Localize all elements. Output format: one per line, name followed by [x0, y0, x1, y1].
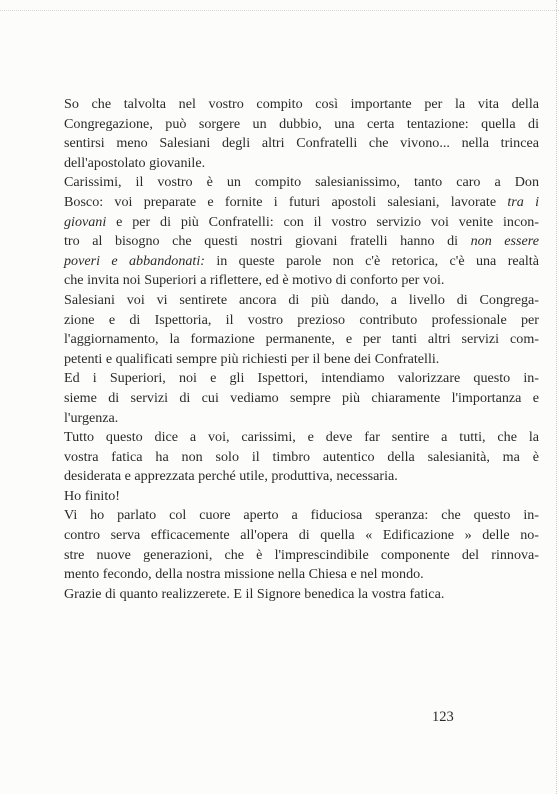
- text-line: Grazie di quanto realizzerete. E il Signore benedica la vostra fatica.: [64, 585, 445, 602]
- page-number: 123: [432, 709, 454, 725]
- paragraph: [64, 585, 539, 605]
- text-line: dell'apostolato giovanile.: [64, 154, 206, 171]
- paragraph: [64, 506, 539, 584]
- paragraph: [64, 428, 539, 487]
- paragraph: [64, 95, 539, 173]
- text-line: Ho finito!: [64, 487, 120, 504]
- text-line: poveri e abbandonati: in queste parole non c'è retorica, c'è una realtà: [64, 252, 539, 269]
- text-line: contro serva efficacemente all'opera di quella « Edificazione » delle no-: [64, 527, 539, 544]
- text-line: Tutto questo dice a voi, carissimi, e deve far sentire a tutti, che la: [64, 429, 539, 446]
- text-line: sieme di servizi di cui vediamo sempre più chiaramente l'importanza e: [64, 389, 539, 406]
- text-line: desiderata e apprezzata perché utile, produttiva, necessaria.: [64, 468, 398, 485]
- text-line: giovani e per di più Confratelli: con il vostro servizio voi venite incon-: [64, 213, 539, 230]
- text-line: So che talvolta nel vostro compito così importante per la vita della: [64, 96, 539, 112]
- paragraph: [64, 291, 539, 369]
- text-line: Congregazione, può sorgere un dubbio, una certa tentazione: quella di: [64, 115, 539, 132]
- body-text: [64, 95, 539, 604]
- paragraph: [64, 369, 539, 428]
- text-line: sentirsi meno Salesiani degli altri Confratelli che vivono... nella trincea: [64, 135, 539, 152]
- text-line: l'urgenza.: [64, 409, 119, 426]
- page-right-edge: [555, 0, 557, 794]
- text-line: tro al bisogno che questi nostri giovani fratelli hanno di non essere: [64, 233, 539, 250]
- text-line: stre nuove generazioni, che è l'imprescindibile componente del rinnova-: [64, 546, 539, 563]
- page-top-edge: [0, 0, 559, 11]
- text-line: Ed i Superiori, noi e gli Ispettori, intendiamo valorizzare questo in-: [64, 370, 539, 387]
- text-line: che invita noi Superiori a riflettere, ed è motivo di conforto per voi.: [64, 272, 445, 289]
- text-line: Salesiani voi vi sentirete ancora di più dando, a livello di Congrega-: [64, 291, 539, 308]
- text-line: vostra fatica ha non solo il timbro autentico della salesianità, ma è: [64, 448, 539, 465]
- paragraph: [64, 173, 539, 291]
- text-line: Carissimi, il vostro è un compito salesianissimo, tanto caro a Don: [64, 174, 539, 191]
- paragraph: [64, 487, 539, 507]
- text-line: Vi ho parlato col cuore aperto a fiduciosa speranza: che questo in-: [64, 507, 539, 524]
- text-line: petenti e qualificati sempre più richiesti per il bene dei Confratelli.: [64, 350, 440, 367]
- text-line: zione e di Ispettoria, il vostro prezioso contributo professionale per: [64, 311, 539, 328]
- text-line: l'aggiornamento, la formazione permanente, e per tanti altri servizi com-: [64, 331, 539, 348]
- text-line: Bosco: voi preparate e fornite i futuri apostoli salesiani, lavorate tra i: [64, 193, 539, 210]
- text-line: mento fecondo, della nostra missione nella Chiesa e nel mondo.: [64, 566, 424, 583]
